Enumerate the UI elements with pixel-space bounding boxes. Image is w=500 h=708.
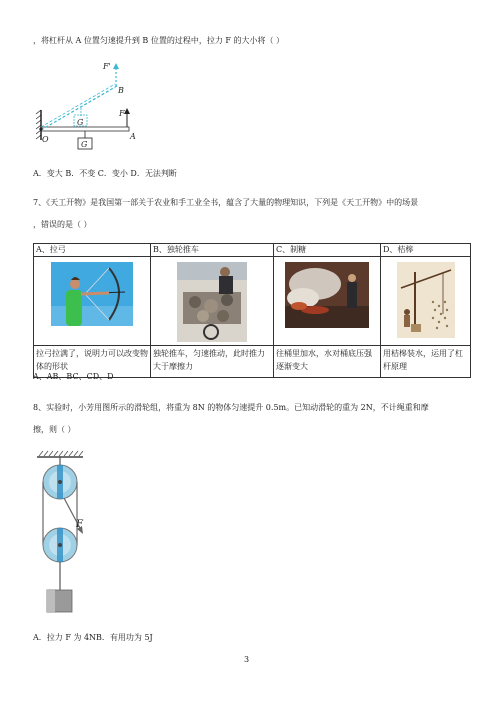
q8-option-a: A．拉力 F 为 4NB．有用功为 5J: [33, 633, 153, 642]
well-sweep-illustration: [397, 262, 455, 338]
q7-caption-d: 用桔槔装水，运用了杠杆原理: [381, 346, 471, 378]
ceiling-hatching: [39, 451, 83, 456]
lever-diagram: [33, 58, 143, 153]
q7-pic-cell-b: [151, 257, 274, 346]
q7-header-row: [34, 244, 471, 257]
q7-header-a: A、拉弓: [34, 244, 151, 257]
force-f-arrow: [124, 108, 130, 114]
label-o: O: [42, 135, 49, 144]
label-f-prime: F': [103, 62, 111, 71]
wheelbarrow-photo: [177, 262, 247, 342]
q7-picture-row: [34, 257, 471, 346]
q7-caption-a: 拉弓拉满了，说明力可以改变物体的形状: [34, 346, 151, 378]
q7-header-b: B、独轮推车: [151, 244, 274, 257]
label-g-a: G: [81, 140, 88, 149]
q7-stem-line1: 7、《天工开物》是我国第一部关于农业和手工业全书，蕴含了大量的物理知识，下列是《天工开物》中的场景: [33, 198, 419, 207]
q7-table: [33, 243, 471, 378]
label-f: F: [119, 109, 125, 118]
q7-caption-b: 独轮推车，匀速推动，此时推力大于摩擦力: [151, 346, 274, 378]
pivot: [39, 127, 42, 130]
q8-stem-line1: 8、实验时，小芳用图所示的滑轮组，将重为 8N 的物体匀速提升 0.5m。已知动滑轮的重为 2N，不计绳重和摩: [33, 403, 429, 412]
q6-options: A．变大 B．不变 C．变小 D．无法判断: [33, 169, 177, 178]
q8-stem-line2: 擦，则（ ）: [33, 425, 76, 434]
archer-photo: [51, 262, 133, 326]
page-number: 3: [244, 655, 250, 664]
q7-header-d: D、桔槔: [381, 244, 471, 257]
q7-caption-c: 往桶里加水，水对桶底压强逐渐变大: [274, 346, 381, 378]
sugar-making-photo: [285, 262, 369, 328]
label-a: A: [130, 132, 136, 141]
pulley-diagram: [33, 450, 103, 615]
q7-pic-cell-a: [34, 257, 151, 346]
q7-pic-cell-d: [381, 257, 471, 346]
label-b: B: [118, 86, 124, 95]
q7-header-c: C、制糖: [274, 244, 381, 257]
q6-stem: ，将杠杆从 A 位置匀速提升到 B 位置的过程中，拉力 F 的大小将（ ）: [33, 36, 285, 45]
label-g-b: G: [77, 118, 84, 127]
label-f: F: [76, 519, 83, 530]
force-f-prime-arrow: [113, 63, 119, 69]
q7-pic-cell-c: [274, 257, 381, 346]
lever-a: [41, 127, 129, 131]
q7-answer-choices: A、AB、BC、CD、D: [33, 372, 114, 381]
q7-stem-line2: ，错误的是（ ）: [33, 220, 92, 229]
